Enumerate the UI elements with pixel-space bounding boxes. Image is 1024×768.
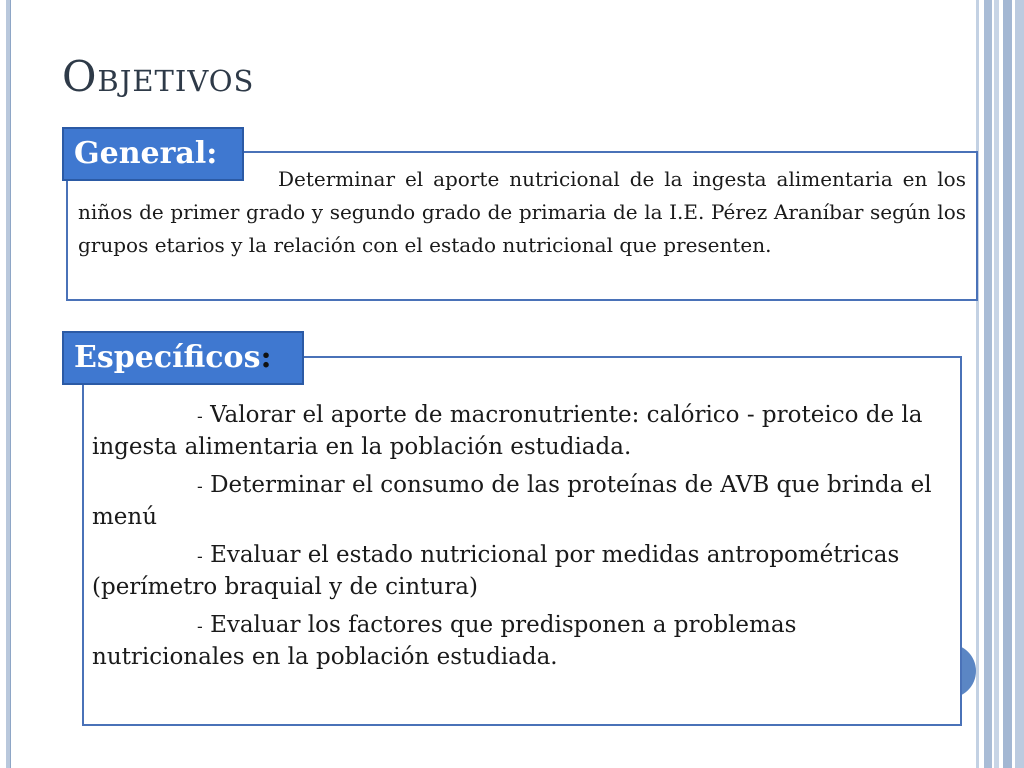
- bullet-dash: -: [197, 477, 203, 497]
- especificos-label: [62, 331, 304, 385]
- item-text: Evaluar los factores que predisponen a problemas nutricionales en la población estudiada.: [92, 612, 797, 670]
- list-item: [92, 400, 940, 462]
- especificos-label-text: Específicos: [74, 340, 261, 375]
- bullet-dash: -: [197, 547, 203, 567]
- item-text: Determinar el consumo de las proteínas de AVB que brinda el menú: [92, 472, 932, 530]
- general-objective: Determinar el aporte nutricional de la ingesta alimentaria en los niños de primer grado y segundo grado de primaria de la I.E. Pérez Araníbar según los grupos etarios y la relación con el estado nutricional que presenten.: [78, 167, 966, 257]
- right-stripe-3: [994, 0, 999, 768]
- right-stripe-1: [976, 0, 979, 768]
- especificos-list: [92, 400, 940, 680]
- right-stripe-2: [984, 0, 992, 768]
- bullet-dash: -: [197, 407, 203, 427]
- item-text: Valorar el aporte de macronutriente: calórico - proteico de la ingesta alimentaria en la población estudiada.: [92, 402, 923, 460]
- list-item: [92, 610, 940, 672]
- bullet-dash: -: [197, 617, 203, 637]
- slide-title: Objetivos: [62, 52, 255, 101]
- especificos-colon: :: [260, 340, 272, 375]
- left-stripe-thin: [10, 0, 11, 768]
- general-label: General:: [62, 127, 244, 181]
- list-item: [92, 540, 940, 602]
- especificos-box: [82, 356, 962, 726]
- item-text: Evaluar el estado nutricional por medidas antropométricas (perímetro braquial y de cintura): [92, 542, 900, 600]
- right-stripe-4: [1003, 0, 1012, 768]
- list-item: [92, 470, 940, 532]
- right-stripe-5: [1015, 0, 1024, 768]
